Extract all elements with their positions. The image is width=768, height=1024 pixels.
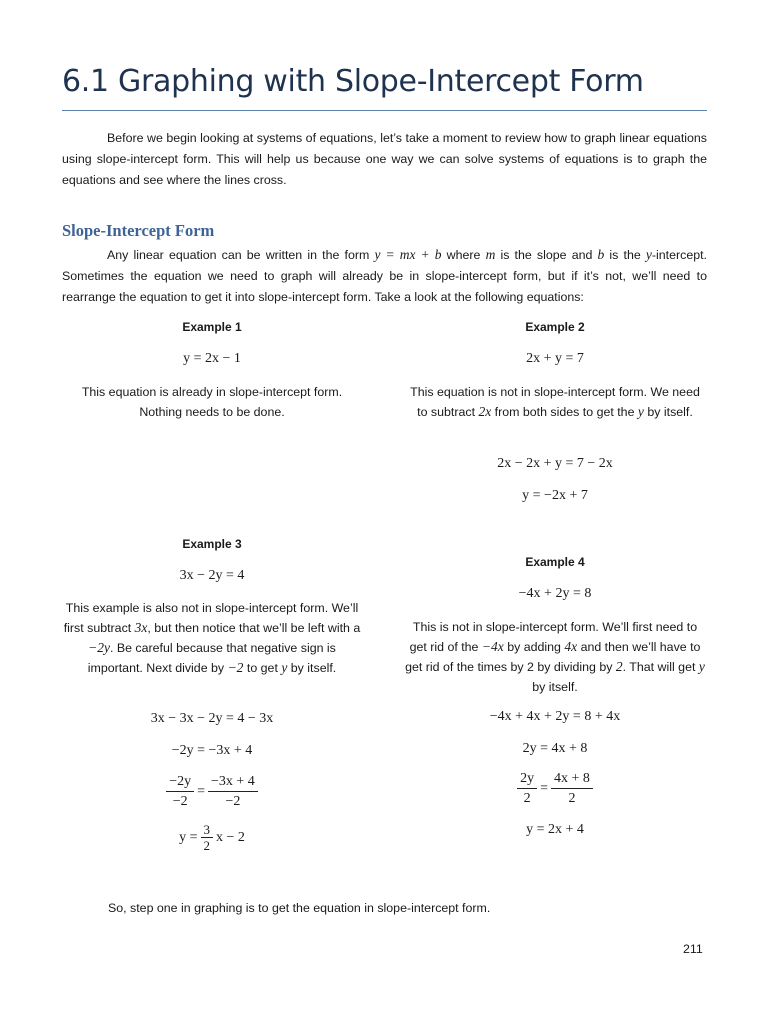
fraction [208, 773, 258, 810]
fraction [551, 770, 593, 807]
inline-math: 2 [615, 659, 623, 674]
rhs: x − 2 [216, 829, 245, 845]
example-description [405, 382, 705, 422]
step-equation: −4x + 4x + 2y = 8 + 4x [489, 709, 621, 724]
numerator: −2y [166, 773, 194, 792]
inline-math: m [485, 247, 496, 262]
example-description [405, 617, 705, 697]
text-run: This example is also not in slope-intercept form. We’ll first subtract [63, 601, 359, 635]
example-3 [62, 535, 362, 865]
text-run: by itself. [287, 661, 337, 675]
numerator: 4x + 8 [551, 770, 593, 789]
text-run: This is not in slope-intercept form. We’ll first need to get rid of the [409, 620, 698, 654]
text-run: and then we’ll have to get rid of the times by 2 by dividing by [405, 640, 701, 674]
numerator: 2y [517, 770, 537, 789]
text-run: by itself. [643, 405, 693, 419]
equals-sign: = [197, 783, 205, 799]
text-run: by itself. [532, 680, 578, 694]
inline-math: b [597, 247, 605, 262]
inline-math: −2 [227, 660, 244, 675]
fraction [201, 823, 214, 852]
text-run: is the slope and [495, 248, 598, 262]
example-1 [62, 318, 362, 438]
inline-math: −4x [481, 639, 504, 654]
equals-sign: = [540, 780, 548, 796]
result-equation: y = 2x + 4 [526, 822, 584, 837]
inline-math: y [281, 660, 288, 675]
example-description [62, 598, 362, 678]
section-paragraph [62, 244, 707, 308]
step-equation: 3x − 3x − 2y = 4 − 3x [150, 711, 274, 726]
text-run: from both sides to get the [491, 405, 638, 419]
example-title: Example 1 [182, 320, 242, 334]
title-underline [62, 110, 707, 111]
lhs: y = [179, 829, 198, 845]
fraction-step [62, 773, 362, 810]
text-run: , but then notice that we’ll be left with a [147, 621, 361, 635]
inline-math: 3x [134, 620, 148, 635]
fraction-step [405, 770, 705, 807]
example-title: Example 2 [525, 320, 585, 334]
text-run: to get [243, 661, 282, 675]
text-run: . Be careful because that negative sign is important. Next divide by [87, 641, 336, 675]
denominator: 2 [568, 791, 576, 806]
numerator: 3 [201, 823, 214, 838]
inline-math: y [645, 247, 652, 262]
text-run: where [441, 248, 486, 262]
step-equation: 2x − 2x + y = 7 − 2x [497, 456, 613, 471]
denominator: 2 [523, 791, 531, 806]
text-run: by adding [503, 640, 565, 654]
example-description: This equation is already in slope-intercept form. Nothing needs to be done. [81, 385, 343, 419]
fraction [166, 773, 194, 810]
step-equation: y = −2x + 7 [522, 488, 588, 503]
result-equation [62, 823, 362, 852]
inline-math: 4x [564, 639, 578, 654]
inline-math: −2y [88, 640, 110, 655]
denominator: 2 [203, 838, 210, 853]
text-run: -intercept. Sometimes the equation we need to graph will already be in slope-intercept form, but if it’s not, we’ll need to rearrange the equation to get it into slope-intercept form. Take a look at the following equations: [62, 248, 707, 304]
section-heading: Slope-Intercept Form [62, 221, 215, 240]
text-run: This equation is not in slope-intercept form. We need to subtract [410, 385, 700, 419]
example-equation: −4x + 2y = 8 [518, 586, 592, 601]
closing-paragraph: So, step one in graphing is to get the equation in slope-intercept form. [108, 901, 491, 915]
inline-math: y = mx + b [374, 247, 442, 262]
fraction [517, 770, 537, 807]
denominator: −2 [225, 794, 241, 809]
numerator: −3x + 4 [208, 773, 258, 792]
example-equation: 3x − 2y = 4 [179, 568, 245, 583]
example-4 [405, 553, 705, 843]
text-run: . That will get [622, 660, 699, 674]
inline-math: y [698, 659, 705, 674]
page-number: 211 [683, 942, 703, 956]
denominator: −2 [172, 794, 188, 809]
inline-math: 2x [478, 404, 492, 419]
intro-text: Before we begin looking at systems of equations, let’s take a moment to review how to graph linear equations using slope-intercept form. This will help us because one way we can solve systems of equations is to graph the equations and see where the lines cross. [62, 131, 707, 187]
step-equation: 2y = 4x + 8 [522, 741, 588, 756]
example-2 [405, 318, 705, 513]
text-run: Any linear equation can be written in the form [107, 248, 375, 262]
text-run: is the [604, 248, 646, 262]
example-equation: 2x + y = 7 [526, 351, 584, 366]
example-equation: y = 2x − 1 [183, 351, 241, 366]
example-title: Example 3 [182, 537, 242, 551]
example-title: Example 4 [525, 555, 585, 569]
intro-paragraph [62, 128, 707, 191]
step-equation: −2y = −3x + 4 [171, 743, 253, 758]
page-title: 6.1 Graphing with Slope-Intercept Form [62, 64, 644, 99]
inline-math: y [637, 404, 644, 419]
